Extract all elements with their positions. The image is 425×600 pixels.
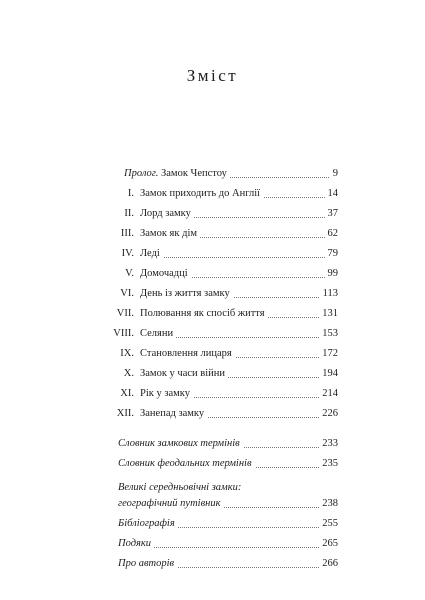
entry-label: Про авторів — [118, 556, 177, 572]
toc-entry[interactable] — [0, 246, 425, 262]
toc-entry-first-line[interactable] — [0, 480, 425, 496]
page-number: 226 — [319, 406, 338, 422]
toc-entry[interactable] — [0, 516, 425, 532]
entry-label: День із життя замку — [140, 286, 233, 302]
entry-label: Полювання як спосіб життя — [140, 306, 268, 322]
entry-label: Замок Чепстоу — [158, 168, 227, 179]
chapter-number: XI. — [120, 388, 134, 399]
chapter-number: VIII. — [113, 328, 134, 339]
page-number: 194 — [319, 366, 338, 382]
toc-entry[interactable] — [0, 206, 425, 222]
page-number: 235 — [319, 456, 338, 472]
toc-entry[interactable] — [0, 556, 425, 572]
chapter-number: VII. — [116, 308, 134, 319]
toc-entry[interactable] — [0, 366, 425, 382]
chapter-number: I. — [127, 188, 134, 199]
toc-entry[interactable] — [0, 436, 425, 452]
toc-entry[interactable] — [0, 226, 425, 242]
page-number: 131 — [319, 306, 338, 322]
entry-label: Словник феодальних термінів — [118, 456, 255, 472]
page-title: Зміст — [186, 66, 239, 85]
entry-label: географічний путівник — [118, 496, 224, 512]
entry-label: Замок у часи війни — [140, 366, 228, 382]
entry-label: Домочадці — [140, 266, 191, 282]
entry-label: Рік у замку — [140, 386, 193, 402]
entry-label: Леді — [140, 246, 163, 262]
page-number: 214 — [319, 386, 338, 402]
page-number: 255 — [319, 516, 338, 532]
page-number: 37 — [325, 206, 339, 222]
page-number: 266 — [319, 556, 338, 572]
chapter-number: IV. — [121, 248, 134, 259]
chapter-number: XII. — [116, 408, 134, 419]
page-number: 79 — [325, 246, 339, 262]
entry-label: Лорд замку — [140, 206, 194, 222]
page-number: 153 — [319, 326, 338, 342]
toc-entry[interactable] — [0, 496, 425, 512]
chapter-number: V. — [125, 268, 134, 279]
page-number: 233 — [319, 436, 338, 452]
toc-entry[interactable] — [0, 346, 425, 362]
page-number: 265 — [319, 536, 338, 552]
chapter-number: VI. — [120, 288, 134, 299]
toc-entry[interactable] — [0, 456, 425, 472]
page-number: 9 — [330, 166, 338, 182]
chapter-number: IX. — [120, 348, 134, 359]
page-number: 172 — [319, 346, 338, 362]
toc-entry[interactable] — [0, 406, 425, 422]
page-number: 238 — [319, 496, 338, 512]
entry-prefix: Пролог. — [124, 168, 159, 179]
entry-label: Подяки — [118, 536, 154, 552]
chapter-number: III. — [120, 228, 134, 239]
entry-label: Великі середньовічні замки: — [118, 482, 242, 493]
toc-entry[interactable] — [0, 266, 425, 282]
toc-entry[interactable] — [0, 536, 425, 552]
page-number: 62 — [325, 226, 339, 242]
entry-label: Становлення лицаря — [140, 346, 235, 362]
entry-label: Занепад замку — [140, 406, 207, 422]
page-number: 14 — [325, 186, 339, 202]
entry-label: Словник замкових термінів — [118, 436, 243, 452]
entry-title — [124, 166, 230, 182]
chapter-number: II. — [124, 208, 134, 219]
toc-entry[interactable] — [0, 306, 425, 322]
entry-label: Бібліографія — [118, 516, 178, 532]
toc-entry[interactable] — [0, 326, 425, 342]
toc-entry[interactable] — [0, 386, 425, 402]
entry-label: Замок приходить до Англії — [140, 186, 263, 202]
page-number: 99 — [325, 266, 339, 282]
chapter-number: X. — [123, 368, 134, 379]
entry-label: Замок як дім — [140, 226, 200, 242]
toc-entry[interactable] — [0, 286, 425, 302]
entry-label: Селяни — [140, 326, 176, 342]
dot-leader — [140, 257, 335, 258]
toc-entry[interactable] — [0, 186, 425, 202]
toc-entry[interactable] — [0, 166, 425, 182]
page-number: 113 — [320, 286, 338, 302]
